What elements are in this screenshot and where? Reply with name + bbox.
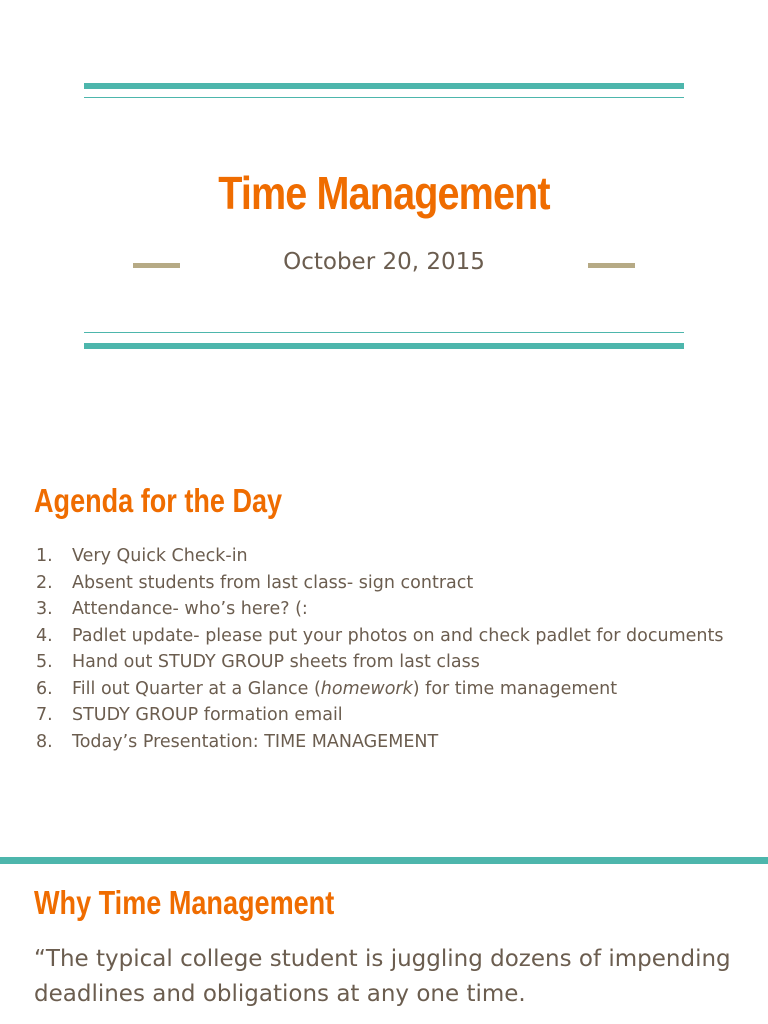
agenda-item-text: Very Quick Check-in xyxy=(72,546,248,566)
agenda-heading: Agenda for the Day xyxy=(34,482,283,519)
agenda-item-emphasis: homework xyxy=(320,678,413,699)
agenda-item-text: Attendance- who’s here? (: xyxy=(72,599,308,619)
agenda-item xyxy=(34,543,754,570)
agenda-item-number: 3. xyxy=(36,599,53,619)
agenda-item xyxy=(34,729,754,756)
agenda-item-text-after: ) for time management xyxy=(412,678,618,699)
slide-title: Time Management xyxy=(218,167,550,219)
agenda-item-number: 1. xyxy=(36,546,53,566)
agenda-item-text: Today’s Presentation: TIME MANAGEMENT xyxy=(72,731,439,752)
agenda-item-text: Absent students from last class- sign contract xyxy=(72,572,474,593)
why-heading: Why Time Management xyxy=(34,884,335,921)
bottom-thick-rule xyxy=(84,343,684,349)
agenda-item xyxy=(34,649,754,676)
agenda-item xyxy=(34,702,754,729)
bottom-thin-rule xyxy=(84,332,684,333)
agenda-item-text-before: Fill out Quarter at a Glance ( xyxy=(72,678,321,699)
agenda-item-number: 5. xyxy=(36,652,53,672)
agenda-item-number: 6. xyxy=(36,678,53,699)
top-thin-rule xyxy=(84,97,684,98)
agenda-item-number: 8. xyxy=(36,731,53,752)
agenda-item-number: 7. xyxy=(36,705,53,725)
top-thick-rule xyxy=(84,83,684,89)
agenda-item xyxy=(34,570,754,597)
section-divider-bar xyxy=(0,857,768,864)
right-dash-decoration xyxy=(588,263,635,268)
agenda-item xyxy=(34,623,754,650)
agenda-item-text: Hand out STUDY GROUP sheets from last class xyxy=(72,652,480,672)
agenda-list xyxy=(34,543,754,755)
agenda-item xyxy=(34,676,754,703)
slide-date: October 20, 2015 xyxy=(283,249,485,275)
agenda-item xyxy=(34,596,754,623)
agenda-item-number: 2. xyxy=(36,572,53,593)
agenda-item-text: Padlet update- please put your photos on and check padlet for documents xyxy=(72,625,724,646)
quote-text: “The typical college student is juggling dozens of impending deadlines and obligations at any one time. xyxy=(34,946,731,1007)
agenda-item-text: STUDY GROUP formation email xyxy=(72,705,343,725)
agenda-item-text xyxy=(72,679,617,699)
title-slide xyxy=(0,0,768,440)
agenda-item-number: 4. xyxy=(36,625,53,646)
